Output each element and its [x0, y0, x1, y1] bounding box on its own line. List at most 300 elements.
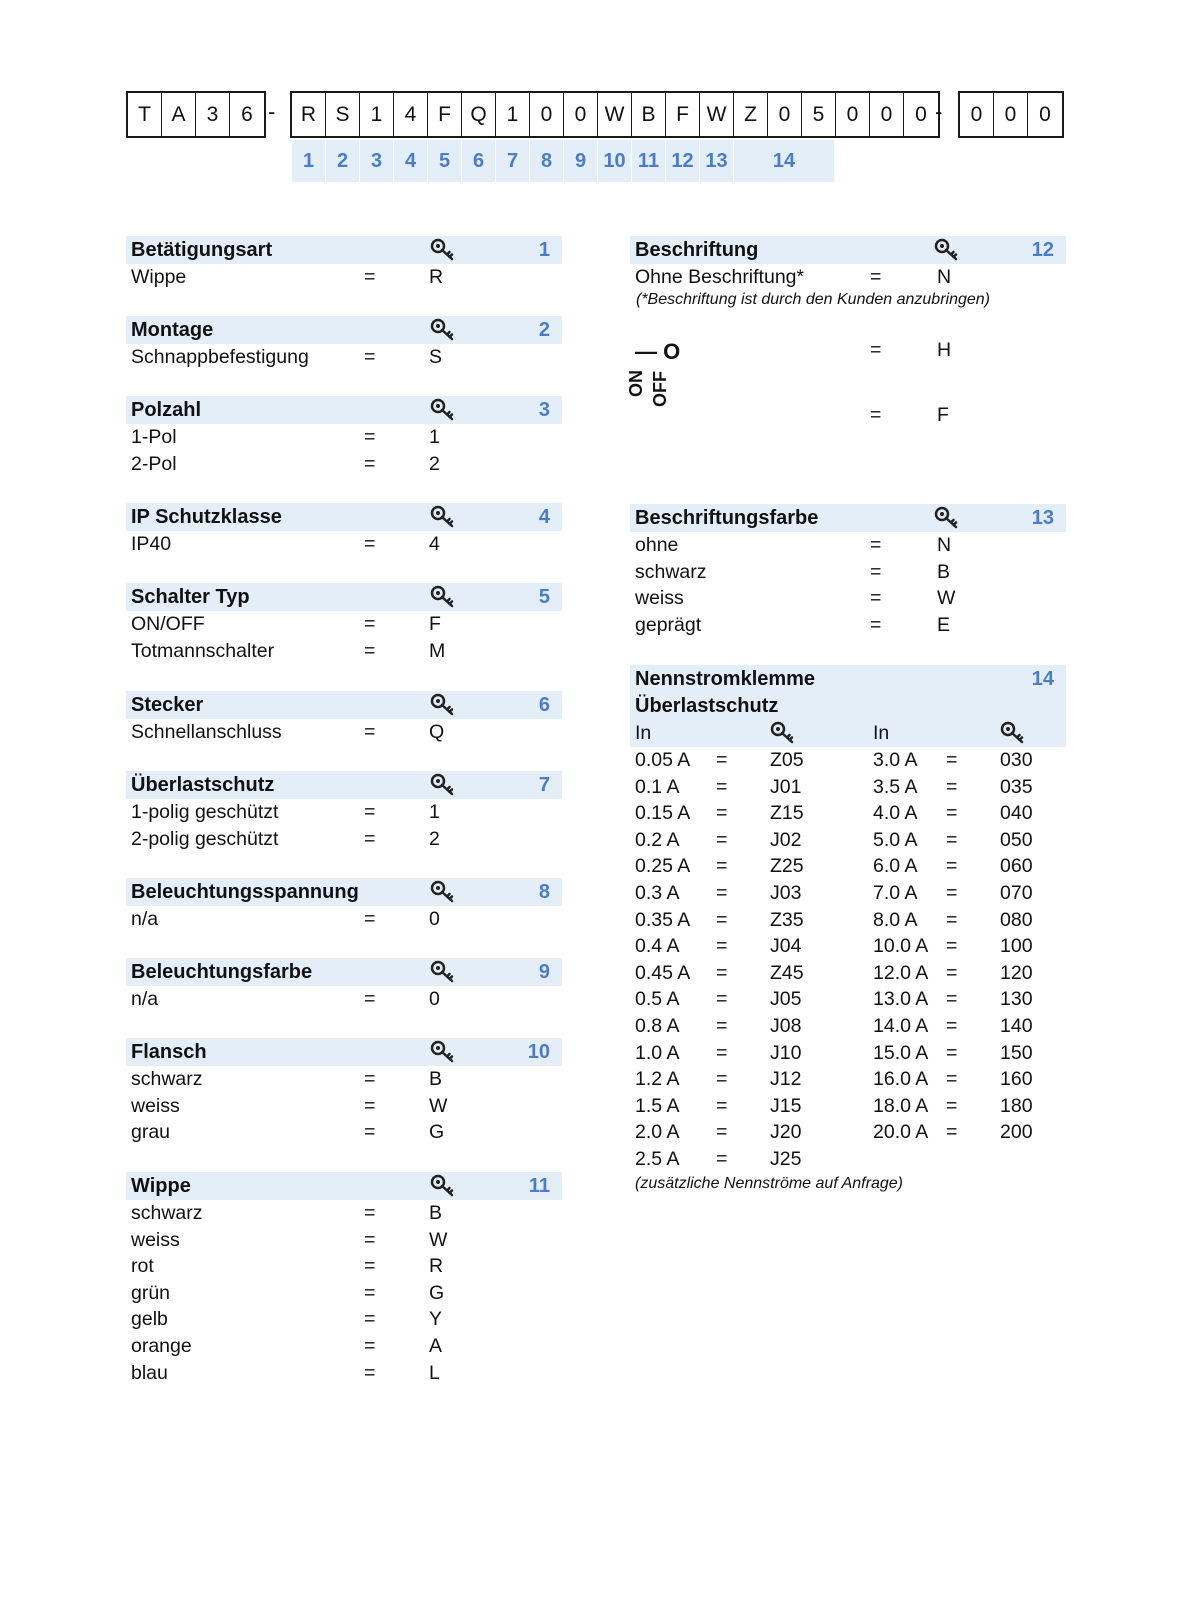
- current-row: [630, 986, 1066, 1013]
- key-icon: [430, 318, 456, 342]
- current-row: [630, 880, 1066, 907]
- key-icon: [430, 1040, 456, 1064]
- equals-sign: =: [716, 775, 728, 798]
- block-number: 13: [1031, 507, 1054, 529]
- option-label: 1-Pol: [131, 426, 177, 448]
- current-code: J02: [770, 828, 802, 851]
- symbol-line-circle: — O: [635, 338, 681, 364]
- option-code: G: [429, 1121, 445, 1144]
- block-number: 2: [538, 319, 550, 341]
- current-value: 1.5 A: [635, 1094, 680, 1117]
- equals-sign: =: [946, 935, 958, 958]
- option-code: F: [429, 613, 441, 635]
- code-cell: Z: [734, 93, 768, 136]
- code-cell: 0: [564, 93, 598, 136]
- current-code: 140: [1000, 1014, 1033, 1037]
- current-code: J04: [770, 935, 802, 958]
- block-header: [126, 1038, 562, 1066]
- equals-sign: =: [870, 613, 882, 636]
- current-value: 12.0 A: [873, 961, 929, 984]
- block-header: [126, 958, 562, 986]
- block-header: [126, 878, 562, 906]
- equals-sign: =: [946, 988, 958, 1011]
- current-code: 030: [1000, 749, 1033, 771]
- option-row: [126, 826, 562, 853]
- option-code: W: [429, 1094, 448, 1117]
- option-code: 1: [429, 801, 440, 823]
- current-value: 4.0 A: [873, 802, 918, 825]
- current-value: 0.5 A: [635, 988, 680, 1011]
- position-number: 12: [666, 140, 700, 182]
- code-cell: 0: [994, 93, 1028, 136]
- option-code: M: [429, 639, 446, 662]
- position-number: 10: [598, 140, 632, 182]
- equals-sign: =: [870, 266, 882, 288]
- current-value: 0.45 A: [635, 961, 691, 984]
- current-code: J15: [770, 1094, 802, 1117]
- option-code: B: [937, 560, 951, 583]
- equals-sign: =: [716, 961, 728, 984]
- option-code: 1: [429, 426, 440, 448]
- equals-sign: =: [870, 338, 882, 361]
- option-row: [126, 1066, 562, 1093]
- current-code: 080: [1000, 908, 1033, 931]
- current-code: 150: [1000, 1041, 1033, 1064]
- block-title: Montage: [131, 319, 214, 341]
- beschriftung-note: (*Beschriftung ist durch den Kunden anzubringen): [636, 290, 990, 308]
- current-value: 1.0 A: [635, 1041, 680, 1064]
- equals-sign: =: [946, 802, 958, 825]
- option-label: schwarz: [131, 1068, 203, 1090]
- block-title: Betätigungsart: [131, 239, 273, 261]
- option-row: [630, 612, 1066, 639]
- option-row: [630, 559, 1066, 586]
- current-value: 6.0 A: [873, 855, 918, 878]
- key-icon: [430, 693, 456, 717]
- option-row: [126, 1200, 562, 1227]
- option-code: B: [429, 1202, 443, 1224]
- equals-sign: =: [946, 828, 958, 851]
- current-row: [630, 800, 1066, 827]
- option-code: R: [429, 266, 444, 288]
- equals-sign: =: [364, 1094, 376, 1117]
- option-code: 2: [429, 452, 440, 475]
- current-value: 1.2 A: [635, 1068, 680, 1091]
- block-title: Beleuchtungsfarbe: [131, 961, 313, 983]
- position-numbers: [292, 140, 834, 182]
- option-code: H: [937, 338, 952, 361]
- current-value: 0.25 A: [635, 855, 691, 878]
- option-code: 2: [429, 827, 440, 850]
- block-header: [630, 665, 1066, 747]
- option-label: weiss: [635, 587, 684, 610]
- option-block: [126, 1172, 562, 1386]
- option-label: schwarz: [635, 560, 707, 583]
- option-row: [126, 906, 562, 933]
- equals-sign: =: [364, 801, 376, 823]
- current-code: J20: [770, 1121, 802, 1144]
- position-number: 7: [496, 140, 530, 182]
- equals-sign: =: [946, 881, 958, 904]
- current-value: 20.0 A: [873, 1121, 929, 1144]
- position-number: 9: [564, 140, 598, 182]
- option-label: IP40: [131, 533, 172, 555]
- option-label: Ohne Beschriftung*: [635, 266, 805, 288]
- equals-sign: =: [364, 1361, 376, 1384]
- option-row: [126, 1253, 562, 1280]
- code-cell: 0: [870, 93, 904, 136]
- current-code: J01: [770, 775, 802, 798]
- position-number: 2: [326, 140, 360, 182]
- option-block: [126, 1038, 562, 1146]
- block-title: Beschriftung: [635, 239, 759, 261]
- equals-sign: =: [364, 1334, 376, 1357]
- option-label: schwarz: [131, 1202, 203, 1224]
- equals-sign: =: [364, 721, 376, 743]
- current-value: 5.0 A: [873, 828, 918, 851]
- position-number: 4: [394, 140, 428, 182]
- option-label: n/a: [131, 988, 159, 1010]
- code-cell: 0: [768, 93, 802, 136]
- option-row: [126, 1360, 562, 1387]
- option-code: A: [429, 1334, 443, 1357]
- current-value: 13.0 A: [873, 988, 929, 1011]
- key-icon: [430, 880, 456, 904]
- current-code: 200: [1000, 1121, 1033, 1144]
- position-number: 6: [462, 140, 496, 182]
- option-code: L: [429, 1361, 440, 1384]
- current-code: 050: [1000, 828, 1033, 851]
- equals-sign: =: [870, 403, 882, 426]
- option-block: [126, 503, 562, 558]
- block-nennstrom: [630, 665, 1066, 1193]
- current-code: J05: [770, 988, 802, 1011]
- current-code: J03: [770, 881, 802, 904]
- current-code: 130: [1000, 988, 1033, 1011]
- block-title: Polzahl: [131, 399, 202, 421]
- option-label: geprägt: [635, 613, 702, 636]
- current-value: 18.0 A: [873, 1094, 929, 1117]
- option-row: [126, 986, 562, 1013]
- current-value: 2.5 A: [635, 1147, 680, 1170]
- current-code: J25: [770, 1147, 802, 1170]
- block-beschriftung: [626, 236, 1066, 426]
- equals-sign: =: [364, 1281, 376, 1304]
- code-cell: B: [632, 93, 666, 136]
- option-row: [630, 264, 1066, 291]
- equals-sign: =: [364, 1068, 376, 1090]
- block-number: 4: [538, 506, 550, 528]
- option-label: weiss: [131, 1228, 180, 1251]
- current-code: Z45: [770, 961, 804, 984]
- key-icon: [430, 238, 456, 262]
- equals-sign: =: [870, 534, 882, 556]
- equals-sign: =: [364, 346, 376, 368]
- key-icon: [1000, 721, 1026, 745]
- code-cell: A: [162, 93, 196, 136]
- position-number: 3: [360, 140, 394, 182]
- equals-sign: =: [364, 452, 376, 475]
- block-title: Flansch: [131, 1041, 207, 1063]
- option-label: orange: [131, 1334, 192, 1357]
- code-cell: 1: [360, 93, 394, 136]
- option-label: Totmannschalter: [131, 639, 275, 662]
- option-block: [126, 958, 562, 1013]
- code-cell: R: [292, 93, 326, 136]
- code-cell: W: [700, 93, 734, 136]
- option-block: [126, 771, 562, 852]
- block-title: IP Schutzklasse: [131, 506, 282, 528]
- option-label: rot: [131, 1255, 154, 1278]
- code-cell: 0: [960, 93, 994, 136]
- current-code: J10: [770, 1041, 802, 1064]
- current-value: 16.0 A: [873, 1068, 929, 1091]
- option-label: Wippe: [131, 266, 187, 288]
- option-row: [630, 532, 1066, 559]
- option-row: [630, 585, 1066, 612]
- key-icon: [430, 505, 456, 529]
- option-row: [126, 1333, 562, 1360]
- current-value: 0.05 A: [635, 749, 691, 771]
- equals-sign: =: [870, 587, 882, 610]
- block-title: Beleuchtungsspannung: [131, 881, 359, 903]
- option-code: E: [937, 613, 951, 636]
- option-block: [126, 878, 562, 933]
- code-group: [126, 91, 266, 138]
- equals-sign: =: [946, 855, 958, 878]
- block-number: 6: [538, 694, 550, 716]
- key-icon: [430, 585, 456, 609]
- equals-sign: =: [716, 935, 728, 958]
- equals-sign: =: [716, 1121, 728, 1144]
- equals-sign: =: [364, 533, 376, 555]
- key-icon: [430, 398, 456, 422]
- code-cell: 6: [241, 102, 253, 126]
- option-label: Schnellanschluss: [131, 721, 282, 743]
- current-row: [630, 1013, 1066, 1040]
- current-code: Z35: [770, 908, 804, 931]
- equals-sign: =: [716, 1014, 728, 1037]
- current-row: [630, 1146, 1066, 1173]
- equals-sign: =: [364, 1308, 376, 1331]
- option-row: [126, 638, 562, 665]
- option-row: [126, 1093, 562, 1120]
- option-code: 0: [429, 908, 440, 930]
- block-number: 5: [538, 586, 550, 608]
- equals-sign: =: [946, 1041, 958, 1064]
- equals-sign: =: [716, 881, 728, 904]
- column-label-in: In: [873, 722, 890, 744]
- option-row: [126, 424, 562, 451]
- equals-sign: =: [716, 1041, 728, 1064]
- code-cell: F: [666, 93, 700, 136]
- position-number: 1: [292, 140, 326, 182]
- current-value: 7.0 A: [873, 881, 918, 904]
- code-group: [290, 91, 943, 138]
- column-label-in: In: [635, 722, 652, 744]
- equals-sign: =: [364, 988, 376, 1010]
- block-header: [126, 1172, 562, 1200]
- equals-sign: =: [946, 749, 958, 771]
- option-row: [126, 1227, 562, 1254]
- current-code: 120: [1000, 961, 1033, 984]
- option-code: N: [937, 534, 952, 556]
- current-code: J12: [770, 1068, 802, 1091]
- current-value: 0.3 A: [635, 881, 680, 904]
- block-header: [630, 236, 1066, 264]
- equals-sign: =: [946, 775, 958, 798]
- current-value: 3.0 A: [873, 749, 918, 771]
- option-label: 2-polig geschützt: [131, 827, 279, 850]
- current-value: 0.2 A: [635, 828, 680, 851]
- key-icon: [934, 238, 960, 262]
- current-code: 070: [1000, 881, 1033, 904]
- equals-sign: =: [716, 855, 728, 878]
- block-header: [126, 236, 562, 264]
- option-block: [126, 691, 562, 746]
- code-cell: 1: [496, 93, 530, 136]
- current-code: J08: [770, 1014, 802, 1037]
- option-label: grau: [131, 1121, 171, 1144]
- current-row: [630, 1066, 1066, 1093]
- key-icon: [770, 721, 796, 745]
- block-title: Überlastschutz: [131, 774, 275, 796]
- option-row: [126, 1119, 562, 1146]
- code-separator: -: [935, 99, 943, 124]
- current-row: [630, 774, 1066, 801]
- key-icon: [934, 506, 960, 530]
- option-code: W: [429, 1228, 448, 1251]
- option-label: weiss: [131, 1094, 180, 1117]
- code-cell: 0: [1039, 102, 1051, 126]
- current-value: 3.5 A: [873, 775, 918, 798]
- block-header: [126, 691, 562, 719]
- current-code: 180: [1000, 1094, 1033, 1117]
- option-row: [126, 264, 562, 291]
- option-code: S: [429, 346, 443, 368]
- option-code: B: [429, 1068, 443, 1090]
- block-number: 10: [527, 1041, 550, 1063]
- equals-sign: =: [364, 613, 376, 635]
- option-code: Q: [429, 721, 445, 743]
- key-icon: [430, 1174, 456, 1198]
- block-number: 11: [528, 1175, 550, 1197]
- option-row: [126, 531, 562, 558]
- equals-sign: =: [364, 639, 376, 662]
- code-cell: 0: [915, 102, 927, 126]
- code-cell: 0: [530, 93, 564, 136]
- block-number: 9: [538, 961, 550, 983]
- equals-sign: =: [364, 827, 376, 850]
- option-code: F: [937, 403, 949, 426]
- option-label: ohne: [635, 534, 679, 556]
- equals-sign: =: [946, 1121, 958, 1144]
- code-cell: 4: [394, 93, 428, 136]
- option-block: [126, 236, 562, 291]
- block-title: Nennstromklemme: [635, 668, 816, 690]
- position-number: 11: [632, 140, 666, 182]
- current-value: 8.0 A: [873, 908, 918, 931]
- block-title: Schalter Typ: [131, 586, 250, 608]
- equals-sign: =: [716, 1094, 728, 1117]
- block-subtitle: Überlastschutz: [635, 695, 779, 717]
- equals-sign: =: [946, 1068, 958, 1091]
- code-group: [958, 91, 1064, 138]
- block-number: 8: [538, 881, 550, 903]
- equals-sign: =: [946, 908, 958, 931]
- code-cell: 0: [836, 93, 870, 136]
- equals-sign: =: [946, 1014, 958, 1037]
- equals-sign: =: [716, 828, 728, 851]
- current-code: 060: [1000, 855, 1033, 878]
- block-header: [126, 583, 562, 611]
- current-row: [630, 907, 1066, 934]
- equals-sign: =: [870, 560, 882, 583]
- option-label: ON/OFF: [131, 613, 205, 635]
- option-code: W: [937, 587, 956, 610]
- block-number: 7: [538, 774, 550, 796]
- option-row: [126, 799, 562, 826]
- code-separator: -: [268, 99, 276, 124]
- current-code: 160: [1000, 1068, 1033, 1091]
- key-icon: [430, 960, 456, 984]
- code-cell: Q: [462, 93, 496, 136]
- current-row: [630, 827, 1066, 854]
- equals-sign: =: [716, 1147, 728, 1170]
- current-row: [630, 933, 1066, 960]
- block-header: [126, 316, 562, 344]
- block-header: [126, 396, 562, 424]
- equals-sign: =: [716, 988, 728, 1011]
- current-value: 10.0 A: [873, 935, 929, 958]
- option-code: N: [937, 266, 952, 288]
- current-code: 035: [1000, 775, 1033, 798]
- key-icon: [430, 773, 456, 797]
- equals-sign: =: [364, 266, 376, 288]
- block-header: [126, 771, 562, 799]
- current-code: Z25: [770, 855, 804, 878]
- equals-sign: =: [946, 1094, 958, 1117]
- current-value: 0.35 A: [635, 908, 691, 931]
- current-value: 0.4 A: [635, 935, 680, 958]
- equals-sign: =: [364, 426, 376, 448]
- equals-sign: =: [716, 802, 728, 825]
- code-cell: F: [428, 93, 462, 136]
- code-cell: S: [326, 93, 360, 136]
- current-value: 0.8 A: [635, 1014, 680, 1037]
- current-row: [630, 747, 1066, 774]
- block-number: 3: [538, 399, 550, 421]
- equals-sign: =: [364, 908, 376, 930]
- current-value: 2.0 A: [635, 1121, 680, 1144]
- current-code: Z05: [770, 749, 804, 771]
- current-code: 100: [1000, 935, 1033, 958]
- current-code: Z15: [770, 802, 804, 825]
- symbol-off: OFF: [650, 370, 670, 407]
- current-row: [630, 1093, 1066, 1120]
- option-code: 0: [429, 988, 440, 1010]
- option-row: [126, 611, 562, 638]
- current-value: 14.0 A: [873, 1014, 929, 1037]
- option-block: [126, 583, 562, 664]
- position-number: 13: [700, 140, 734, 182]
- position-number: 5: [428, 140, 462, 182]
- nennstrom-note: (zusätzliche Nennströme auf Anfrage): [635, 1174, 903, 1192]
- current-code: 040: [1000, 802, 1033, 825]
- current-row: [630, 1040, 1066, 1067]
- option-label: 1-polig geschützt: [131, 801, 279, 823]
- symbol-on: ON: [626, 369, 646, 397]
